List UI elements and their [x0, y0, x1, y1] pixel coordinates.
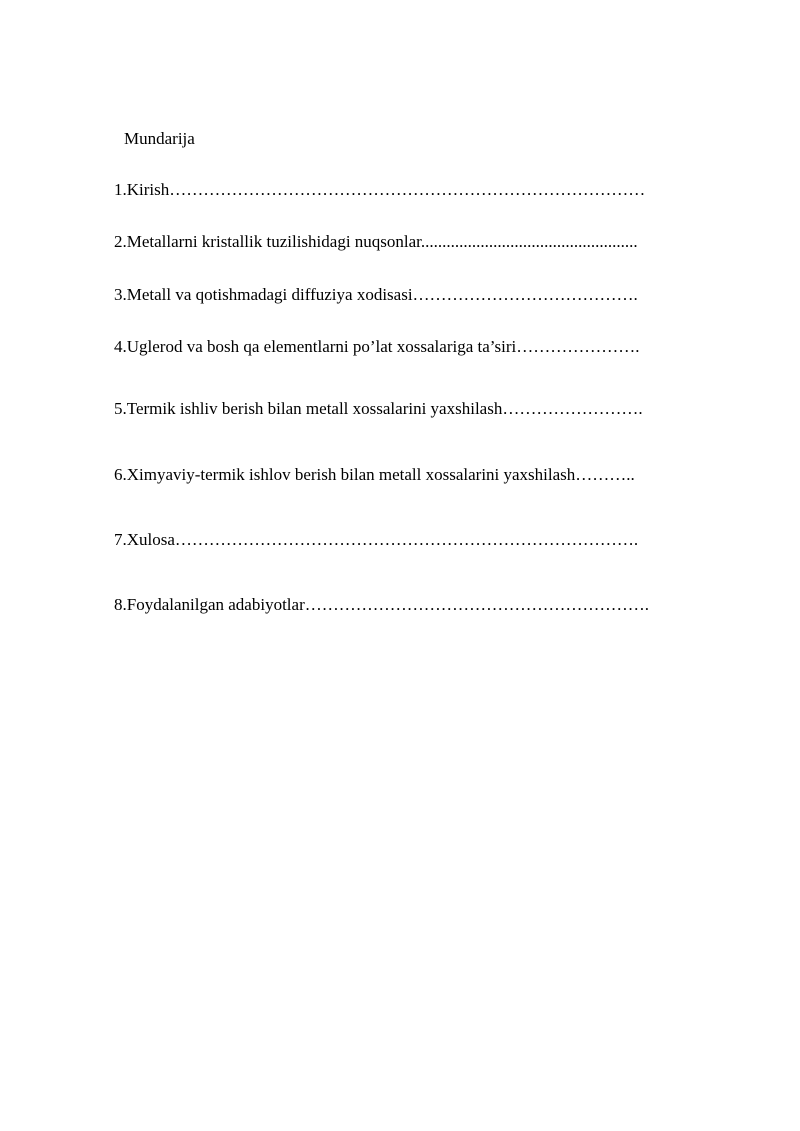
toc-entry-3 — [114, 284, 638, 306]
toc-entry-1 — [114, 179, 645, 201]
toc-entry-leader: ……….. — [575, 465, 635, 484]
toc-entry-leader: …………………………………. — [412, 285, 638, 304]
toc-entry-text: 6.Ximyaviy-termik ishlov berish bilan metall xossalarini yaxshilash — [114, 465, 576, 484]
toc-entry-text: 4.Uglerod va bosh qa elementlarni po’lat xossalariga ta’siri — [114, 337, 517, 356]
toc-entry-leader: ………………………………………………………………………. — [174, 530, 639, 549]
toc-entry-5 — [114, 398, 643, 420]
toc-title: Mundarija — [124, 129, 195, 148]
toc-entry-4 — [114, 336, 639, 358]
toc-entry-leader: …………………. — [516, 337, 640, 356]
toc-entry-leader: ……………………………………………………. — [304, 595, 649, 614]
toc-entry-2 — [114, 231, 638, 253]
toc-entry-text: 5.Termik ishliv berish bilan metall xossalarini yaxshilash — [114, 399, 503, 418]
toc-entry-7 — [114, 529, 638, 551]
toc-entry-text: 7.Xulosa — [114, 530, 175, 549]
toc-entry-text: 3.Metall va qotishmadagi diffuziya xodisasi — [114, 285, 413, 304]
toc-entry-8 — [114, 594, 649, 616]
toc-entry-leader: ……………………. — [502, 399, 643, 418]
toc-entry-6 — [114, 464, 635, 486]
toc-entry-leader: ................................................... — [420, 232, 638, 251]
toc-entry-text: 8.Foydalanilgan adabiyotlar — [114, 595, 305, 614]
toc-entry-text: 2.Metallarni kristallik tuzilishidagi nuqsonlar — [114, 232, 421, 251]
toc-entry-leader: ………………………………………………………………………… — [169, 180, 646, 199]
toc-entry-text: 1.Kirish — [114, 180, 170, 199]
